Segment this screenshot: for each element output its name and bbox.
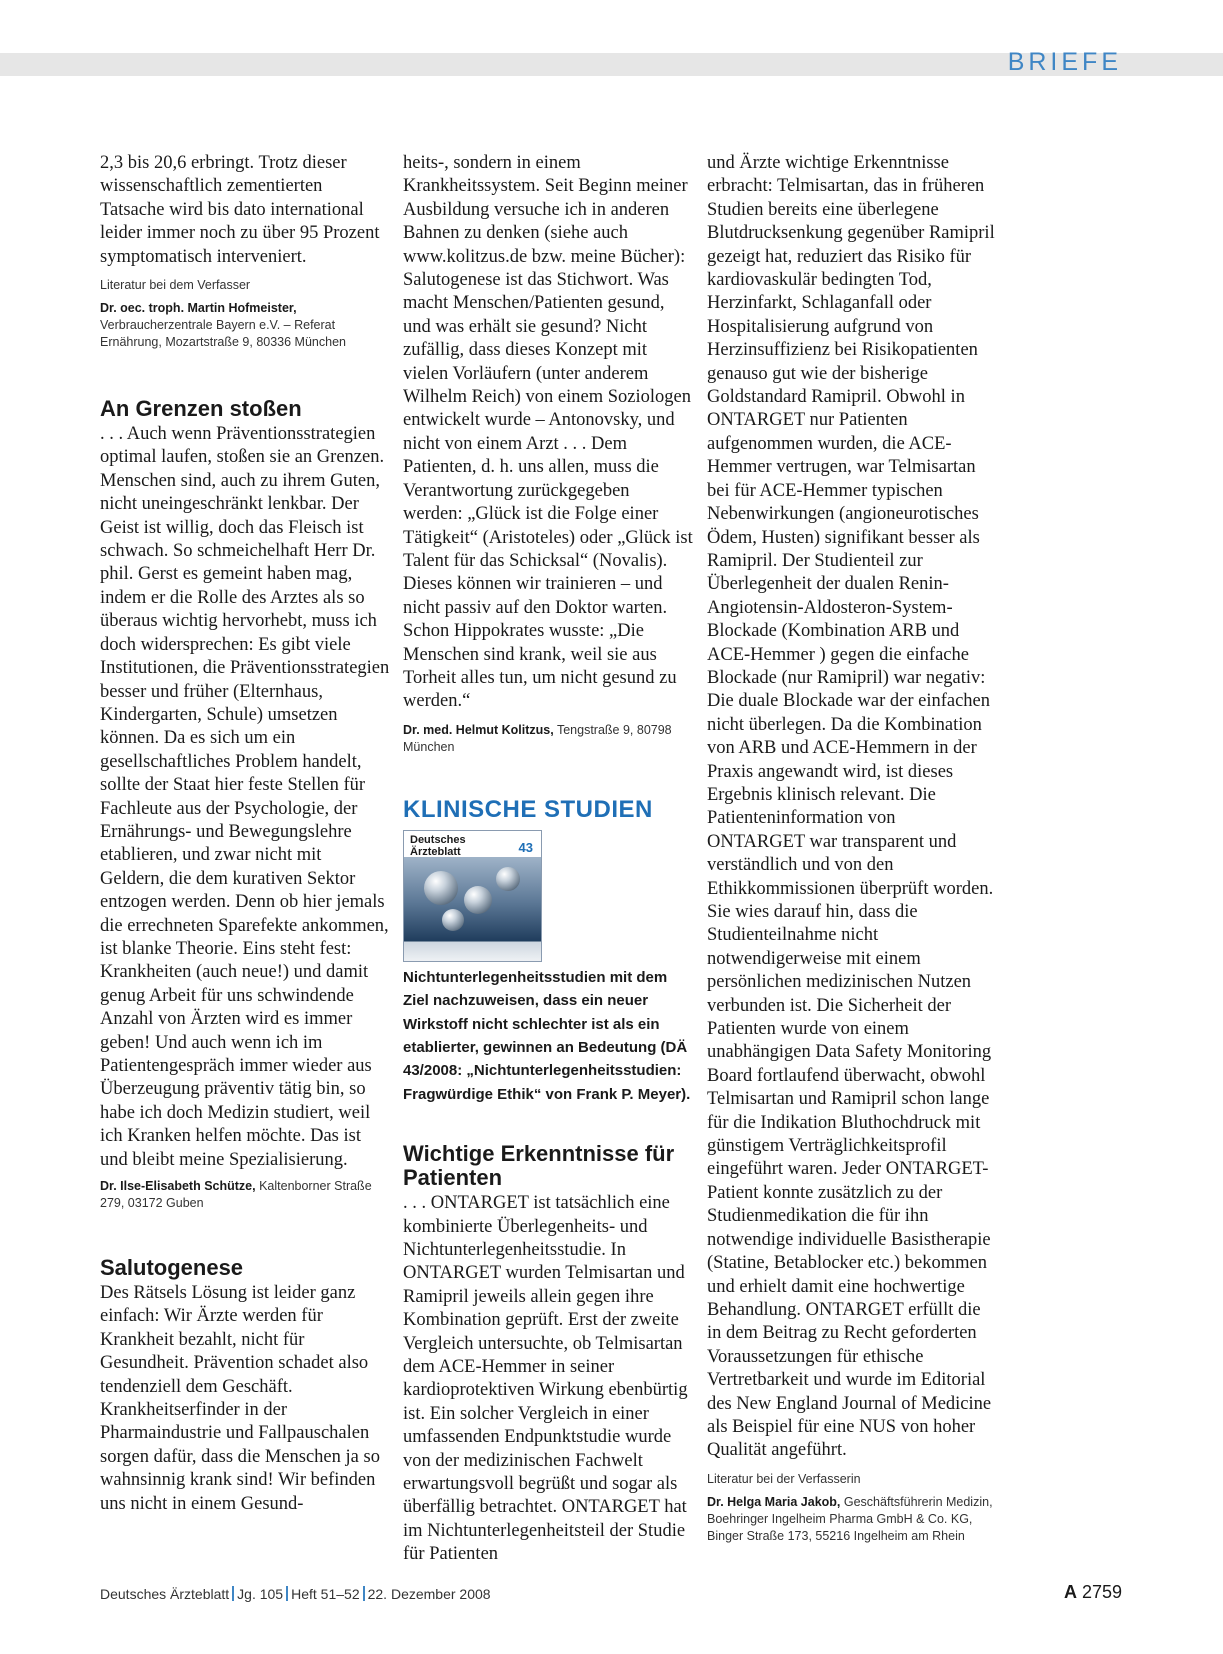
separator <box>232 1586 234 1601</box>
author-name: Dr. med. Helmut Kolitzus, <box>403 722 554 737</box>
separator <box>286 1586 288 1601</box>
journal-cover-image <box>403 830 542 962</box>
letter-heading: Wichtige Erkenntnisse für Patienten <box>403 1141 675 1191</box>
author-name: Dr. Ilse-Elisabeth Schütze, <box>100 1179 256 1194</box>
journal-name: Deutsches Ärzteblatt <box>100 1586 230 1602</box>
literature-note: Literatur bei der Verfasserin <box>707 1471 861 1486</box>
column-3 <box>707 152 997 1545</box>
molecule-sphere-icon <box>496 867 520 891</box>
page-footer <box>100 1586 491 1602</box>
section-heading: KLINISCHE STUDIEN <box>403 795 653 823</box>
page-number: A 2759 <box>1063 1582 1122 1602</box>
paragraph: . . . Auch wenn Präventionsstrategien optimal laufen, stoßen sie an Grenzen. Menschen sind, auch zu ihrem Guten, nicht uneingeschränkt lenkbar. Der Geist ist willig, doch das Fleisch ist schwach. So schmeichelhaft Herr Dr. phil. Gerst es gemeint haben mag, indem er die Rolle des Arztes als so überaus wichtig hervorhebt, muss ich doch widersprechen: Es gibt viele Institutionen, die Präventionsstrategien besser und früher (Elternhaus, Kindergarten, Schule) umsetzen können. Da es sich um ein gesellschaftliches Problem handelt, sollte der Staat hier feste Stellen für Fachleute aus der Psychologie, der Ernährungs- und Bewegungslehre etablieren, und zwar nicht mit Geldern, die dem kurativen Sektor entzogen werden. Denn ob hier jemals die errechneten Sparefekte ankommen, ist blanke Theorie. Eins steht fest: Krankheiten (auch neue!) und damit genug Arbeit für uns schwindende Anzahl von Ärzten wird es immer geben! Und auch wenn ich im Patientengespräch immer wieder aus Überzeugung präventiv tätig bin, so habe ich doch Medizin studiert, weil ich Kranken helfen möchte. Das ist und bleibt meine Spezialisierung. <box>100 424 390 1170</box>
author-signature <box>403 722 693 756</box>
author-signature <box>100 1178 390 1212</box>
date: 22. Dezember 2008 <box>367 1586 491 1602</box>
column-1 <box>100 152 390 1516</box>
author-address: Kaltenborner Straße 279, 03172 Guben <box>100 1179 372 1211</box>
author-address: Verbraucherzentrale Bayern e.V. – Referat Ernährung, Mozartstraße 9, 80336 München <box>100 318 346 350</box>
molecule-sphere-icon <box>442 909 464 931</box>
author-signature <box>100 300 390 351</box>
letter-heading: An Grenzen stoßen <box>100 396 302 422</box>
section-label: BRIEFE <box>1007 48 1122 76</box>
paragraph: und Ärzte wichtige Erkenntnisse erbracht: Telmisartan, das in früheren Studien bereits eine überlegene Blutdrucksenkung gegenüber Ramipril gezeigt hat, reduziert das Risiko für kardiovaskulär bedingten Tod, Herzinfarkt, Schlaganfall oder Hospitalisierung aufgrund von Herzinsuffizienz bei Risikopatienten genauso gut wie der bisherige Goldstandard Ramipril. Obwohl in ONTARGET nur Patienten aufgenommen wurden, die ACE-Hemmer vertrugen, war Telmisartan bei für ACE-Hemmer typischen Nebenwirkungen (angioneurotisches Ödem, Husten) signifikant besser als Ramipril. Der Studienteil zur Überlegenheit der dualen Renin-Angiotensin-Aldosteron-System-Blockade (Kombination ARB und ACE-Hemmer ) gegen die einfache Blockade (nur Ramipril) war negativ: Die duale Blockade war der einfachen nicht überlegen. Da die Kombination von ARB und ACE-Hemmern in der Praxis angewandt wird, ist dieses Ergebnis klinisch relevant. Die Patienteninformation von ONTARGET war transparent und verständlich und von den Ethikkommissionen überprüft worden. Sie wies darauf hin, dass die Studienteilnahme nicht notwendigerweise mit einem persönlichen medizinischen Nutzen verbunden ist. Die Sicherheit der Patienten wurde von einem unabhängigen Data Safety Monitoring Board fortlaufend überwacht, obwohl Telmisartan und Ramipril schon lange für die Indikation Bluthochdruck mit günstigem Verträglichkeitsprofil eingeführt waren. Jeder ONTARGET-Patient konnte zusätzlich zu der Studienmedikation die für ihn notwendige individuelle Basistherapie (Statine, Betablocker etc.) bekommen und erhielt damit eine hochwertige Behandlung. ONTARGET erfüllt die in dem Beitrag zu Recht geforderten Voraussetzungen für ethische Vertretbarkeit und wurde im Editorial des New England Journal of Medicine als Beispiel für eine NUS von hoher Qualität angeführt. <box>707 153 995 1461</box>
column-2 <box>403 152 693 1567</box>
author-address: Tengstraße 9, 80798 München <box>403 722 672 754</box>
letter-heading: Salutogenese <box>100 1255 244 1281</box>
author-name: Dr. oec. troph. Martin Hofmeister, <box>100 301 297 316</box>
separator <box>363 1586 365 1601</box>
intro-block <box>403 828 693 1106</box>
author-signature <box>707 1494 997 1545</box>
paragraph: Des Rätsels Lösung ist leider ganz einfach: Wir Ärzte werden für Krankheit bezahlt, nicht für Gesundheit. Prävention schadet also tendenziell dem Geschäft. Krankheitserfinder in der Pharmaindustrie und Fallpauschalen sorgen dafür, dass die Menschen ja so wahnsinnig krank sind! Wir befinden uns nicht in einem Gesund- <box>100 1283 380 1514</box>
intro-text: Nichtunterlegenheitsstudien mit dem Ziel nachzuweisen, dass ein neuer Wirkstoff nicht schlechter ist als ein etablierter, gewinnen an Bedeutung (DÄ 43/2008: „Nichtunterlegenheitsstudien: Fragwürdige Ethik“ von Frank P. Meyer). <box>403 968 691 1103</box>
volume: Jg. 105 <box>237 1586 284 1602</box>
issue: Heft 51–52 <box>291 1586 360 1602</box>
paragraph: heits-, sondern in einem Krankheitssystem. Seit Beginn meiner Ausbildung versuche ich in anderen Bahnen zu denken (siehe auch www.kolitzus.de bzw. meine Bücher): Salutogenese ist das Stichwort. Was macht Menschen/Patienten gesund, und was erhält sie gesund? Nicht zufällig, dass dieses Konzept mit vielen Vorläufern (unter anderem Wilhelm Reich) von einem Soziologen entwickelt wurde – Antonovsky, und nicht von einem Arzt . . . Dem Patienten, d. h. uns allen, muss die Verantwortung zurückgegeben werden: „Glück ist die Folge einer Tätigkeit“ (Aristoteles) oder „Glück ist Talent für das Schicksal“ (Novalis). Dieses können wir trainieren – und nicht passiv auf den Doktor warten. Schon Hippokrates wusste: „Die Menschen sind krank, weil sie aus Torheit alles tun, um nicht gesund zu werden.“ <box>403 153 693 712</box>
literature-note: Literatur bei dem Verfasser <box>100 278 251 293</box>
cover-title: Deutsches Ärzteblatt <box>410 833 466 858</box>
paragraph: . . . ONTARGET ist tatsächlich eine kombinierte Überlegenheits- und Nichtunterlegenheitsstudie. In ONTARGET wurden Telmisartan und Ramipril jeweils allein gegen ihre Kombination geprüft. Erst der zweite Vergleich untersuchte, ob Telmisartan dem ACE-Hemmer in seiner kardioprotektiven Wirkung ebenbürtig ist. Ein solcher Vergleich in einer umfassenden Endpunktstudie wurde von der medizinischen Fachwelt erwartungsvoll begrüßt und sogar als überfällig betrachtet. ONTARGET hat im Nichtunterlegenheitsteil der Studie für Patienten <box>403 1193 688 1565</box>
cover-issue-number: 43 <box>518 839 533 855</box>
author-name: Dr. Helga Maria Jakob, <box>707 1494 841 1509</box>
paragraph: 2,3 bis 20,6 erbringt. Trotz dieser wissenschaftlich zementierten Tatsache wird bis dato international leider immer noch zu über 95 Prozent symptomatisch interveniert. <box>100 153 380 267</box>
molecule-sphere-icon <box>424 871 458 905</box>
author-address: Geschäftsführerin Medizin, Boehringer Ingelheim Pharma GmbH & Co. KG, Binger Straße 173, 55216 Ingelheim am Rhein <box>707 1494 993 1543</box>
molecule-sphere-icon <box>464 886 492 914</box>
